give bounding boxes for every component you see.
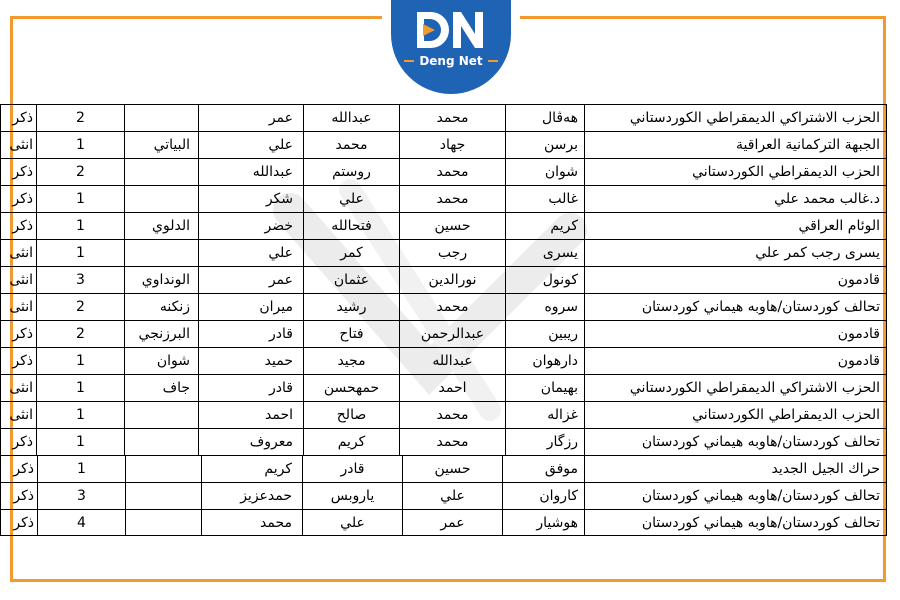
gender-cell: ذكر: [0, 320, 36, 347]
number-cell: 1: [36, 374, 124, 401]
candidates-table: [0, 104, 887, 536]
table-row: [0, 509, 887, 536]
table-row: [0, 158, 887, 185]
surname-cell: زنكنه: [124, 293, 198, 320]
grandfather-name-cell: محمد: [303, 131, 399, 158]
great-grandfather-name-cell: عبدالله: [198, 158, 303, 185]
table-row: [0, 185, 887, 212]
father-name-cell: علي: [402, 482, 502, 509]
father-name-cell: محمد: [399, 401, 505, 428]
table-row: [0, 428, 887, 455]
gender-cell: ذكر: [0, 104, 36, 131]
surname-cell: [125, 509, 201, 536]
father-name-cell: جهاد: [399, 131, 505, 158]
party-cell: تحالف كوردستان/هاوبه هيماني كوردستان: [584, 482, 887, 509]
gender-cell: انثى: [0, 131, 36, 158]
number-cell: 1: [36, 131, 124, 158]
dn-logo-icon: [413, 8, 489, 52]
grandfather-name-cell: فتحالله: [303, 212, 399, 239]
table-row: [0, 320, 887, 347]
gender-cell: ذكر: [0, 455, 37, 482]
party-cell: د.غالب محمد علي: [584, 185, 887, 212]
grandfather-name-cell: كريم: [303, 428, 399, 455]
grandfather-name-cell: قادر: [302, 455, 402, 482]
number-cell: 1: [36, 239, 124, 266]
grandfather-name-cell: عثمان: [303, 266, 399, 293]
party-cell: الجبهة التركمانية العراقية: [584, 131, 887, 158]
father-name-cell: محمد: [399, 104, 505, 131]
surname-cell: البرزنجي: [124, 320, 198, 347]
first-name-cell: غزاله: [505, 401, 584, 428]
first-name-cell: رزگار: [505, 428, 584, 455]
party-cell: يسرى رجب كمر علي: [584, 239, 887, 266]
grandfather-name-cell: روستم: [303, 158, 399, 185]
father-name-cell: حسين: [399, 212, 505, 239]
great-grandfather-name-cell: عمر: [198, 266, 303, 293]
grandfather-name-cell: صالح: [303, 401, 399, 428]
number-cell: 1: [36, 428, 124, 455]
table-row: [0, 239, 887, 266]
number-cell: 2: [36, 104, 124, 131]
grandfather-name-cell: حمهحسن: [303, 374, 399, 401]
gender-cell: ذكر: [0, 185, 36, 212]
number-cell: 1: [36, 212, 124, 239]
grandfather-name-cell: مجيد: [303, 347, 399, 374]
table-row: [0, 293, 887, 320]
gender-cell: ذكر: [0, 482, 37, 509]
party-cell: الحزب الديمقراطي الكوردستاني: [584, 158, 887, 185]
father-name-cell: محمد: [399, 185, 505, 212]
number-cell: 2: [36, 320, 124, 347]
surname-cell: [124, 401, 198, 428]
surname-cell: [124, 428, 198, 455]
great-grandfather-name-cell: قادر: [198, 320, 303, 347]
great-grandfather-name-cell: عمر: [198, 104, 303, 131]
party-cell: الحزب الديمقراطي الكوردستاني: [584, 401, 887, 428]
number-cell: 2: [36, 158, 124, 185]
party-cell: الحزب الاشتراكي الديمقراطي الكوردستاني: [584, 104, 887, 131]
number-cell: 2: [36, 293, 124, 320]
father-name-cell: حسين: [402, 455, 502, 482]
number-cell: 4: [37, 509, 125, 536]
number-cell: 1: [36, 401, 124, 428]
table-row: [0, 374, 887, 401]
first-name-cell: شوان: [505, 158, 584, 185]
father-name-cell: عبدالرحمن: [399, 320, 505, 347]
first-name-cell: سروه: [505, 293, 584, 320]
party-cell: قادمون: [584, 320, 887, 347]
father-name-cell: احمد: [399, 374, 505, 401]
party-cell: قادمون: [584, 347, 887, 374]
grandfather-name-cell: كمر: [303, 239, 399, 266]
number-cell: 1: [36, 347, 124, 374]
gender-cell: انثى: [0, 266, 36, 293]
first-name-cell: بهيمان: [505, 374, 584, 401]
gender-cell: ذكر: [0, 428, 36, 455]
first-name-cell: كاروان: [502, 482, 584, 509]
grandfather-name-cell: علي: [303, 185, 399, 212]
first-name-cell: برسن: [505, 131, 584, 158]
father-name-cell: رجب: [399, 239, 505, 266]
father-name-cell: عمر: [402, 509, 502, 536]
great-grandfather-name-cell: محمد: [201, 509, 302, 536]
gender-cell: ذكر: [0, 212, 36, 239]
grandfather-name-cell: ياروبس: [302, 482, 402, 509]
first-name-cell: موفق: [502, 455, 584, 482]
party-cell: الوئام العراقي: [584, 212, 887, 239]
first-name-cell: كريم: [505, 212, 584, 239]
grandfather-name-cell: عبدالله: [303, 104, 399, 131]
first-name-cell: دارهوان: [505, 347, 584, 374]
first-name-cell: غالب: [505, 185, 584, 212]
great-grandfather-name-cell: احمد: [198, 401, 303, 428]
surname-cell: البياتي: [124, 131, 198, 158]
surname-cell: شوان: [124, 347, 198, 374]
table-row: [0, 212, 887, 239]
surname-cell: [125, 455, 201, 482]
table-row: [0, 482, 887, 509]
party-cell: تحالف كوردستان/هاوبه هيماني كوردستان: [584, 509, 887, 536]
father-name-cell: نورالدين: [399, 266, 505, 293]
gender-cell: انثى: [0, 401, 36, 428]
party-cell: قادمون: [584, 266, 887, 293]
great-grandfather-name-cell: قادر: [198, 374, 303, 401]
first-name-cell: هەڤال: [505, 104, 584, 131]
surname-cell: الونداوي: [124, 266, 198, 293]
surname-cell: جاف: [124, 374, 198, 401]
number-cell: 1: [36, 185, 124, 212]
gender-cell: انثى: [0, 239, 36, 266]
surname-cell: [124, 158, 198, 185]
party-cell: تحالف كوردستان/هاوبه هيماني كوردستان: [584, 293, 887, 320]
great-grandfather-name-cell: خضر: [198, 212, 303, 239]
party-cell: حراك الجيل الجديد: [584, 455, 887, 482]
great-grandfather-name-cell: معروف: [198, 428, 303, 455]
father-name-cell: محمد: [399, 293, 505, 320]
gender-cell: انثى: [0, 293, 36, 320]
father-name-cell: عبدالله: [399, 347, 505, 374]
surname-cell: [124, 104, 198, 131]
surname-cell: [124, 239, 198, 266]
great-grandfather-name-cell: حمدعزيز: [201, 482, 302, 509]
table-row: [0, 104, 887, 131]
table-row: [0, 347, 887, 374]
surname-cell: الدلوي: [124, 212, 198, 239]
party-cell: تحالف كوردستان/هاوبه هيماني كوردستان: [584, 428, 887, 455]
first-name-cell: ريبين: [505, 320, 584, 347]
grandfather-name-cell: فتاح: [303, 320, 399, 347]
number-cell: 3: [36, 266, 124, 293]
number-cell: 1: [37, 455, 125, 482]
great-grandfather-name-cell: حميد: [198, 347, 303, 374]
father-name-cell: محمد: [399, 158, 505, 185]
grandfather-name-cell: علي: [302, 509, 402, 536]
first-name-cell: يسرى: [505, 239, 584, 266]
table-row: [0, 266, 887, 293]
great-grandfather-name-cell: شكر: [198, 185, 303, 212]
father-name-cell: محمد: [399, 428, 505, 455]
table-row: [0, 131, 887, 158]
gender-cell: ذكر: [0, 158, 36, 185]
gender-cell: ذكر: [0, 347, 36, 374]
surname-cell: [124, 185, 198, 212]
gender-cell: انثى: [0, 374, 36, 401]
surname-cell: [125, 482, 201, 509]
great-grandfather-name-cell: علي: [198, 239, 303, 266]
number-cell: 3: [37, 482, 125, 509]
gender-cell: ذكر: [0, 509, 37, 536]
great-grandfather-name-cell: علي: [198, 131, 303, 158]
first-name-cell: هوشيار: [502, 509, 584, 536]
party-cell: الحزب الاشتراكي الديمقراطي الكوردستاني: [584, 374, 887, 401]
logo-name: Deng Net: [404, 54, 497, 68]
great-grandfather-name-cell: ميران: [198, 293, 303, 320]
table-row: [0, 455, 887, 482]
first-name-cell: كونول: [505, 266, 584, 293]
grandfather-name-cell: رشيد: [303, 293, 399, 320]
great-grandfather-name-cell: كريم: [201, 455, 302, 482]
table-row: [0, 401, 887, 428]
